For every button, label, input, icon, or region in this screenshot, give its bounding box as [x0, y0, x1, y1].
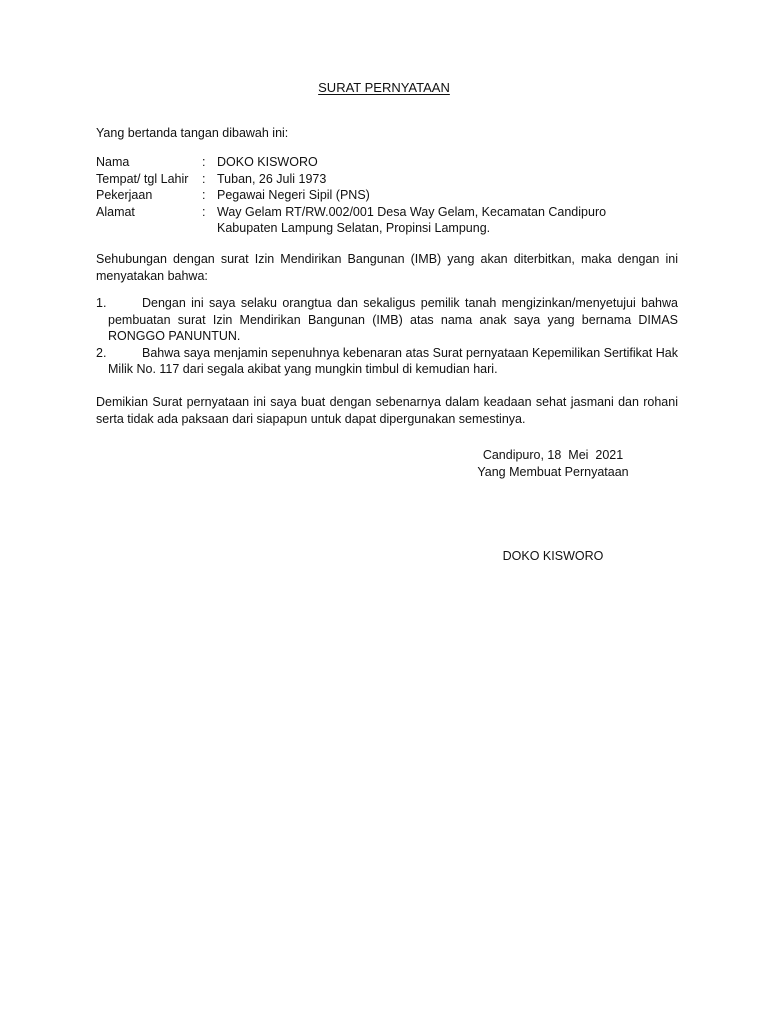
identity-colon: [202, 220, 217, 237]
signer-name: DOKO KISWORO: [502, 549, 604, 563]
identity-colon: :: [202, 171, 206, 186]
list-number: 1.: [96, 296, 107, 310]
identity-colon: :: [202, 188, 206, 202]
statement-list: [96, 295, 678, 378]
identity-colon: :: [202, 204, 206, 219]
identity-value: Kabupaten Lampung Selatan, Propinsi Lampung.: [217, 221, 491, 235]
identity-label: Nama: [96, 155, 130, 169]
identity-row-birth: [96, 171, 697, 188]
identity-value: DOKO KISWORO: [217, 155, 318, 169]
list-number: 2.: [96, 345, 107, 360]
identity-label: Pekerjaan: [96, 188, 153, 202]
identity-value: Way Gelam RT/RW.002/001 Desa Way Gelam, Kecamatan Candipuro: [217, 204, 607, 219]
list-item: [96, 345, 678, 378]
identity-row-name: [96, 154, 697, 171]
identity-value: Pegawai Negeri Sipil (PNS): [217, 188, 370, 202]
identity-label: Tempat/ tgl Lahir: [96, 171, 189, 186]
signer-role: Yang Membuat Pernyataan: [477, 464, 629, 479]
identity-label: Alamat: [96, 204, 135, 219]
identity-value: Tuban, 26 Juli 1973: [217, 171, 327, 186]
list-text: Bahwa saya menjamin sepenuhnya kebenaran atas Surat pernyataan Kepemilikan Sertifikat Hak Milik No. 117 dari segala akibat yang mungkin timbul di kemudian hari.: [108, 345, 678, 376]
identity-label: [96, 220, 202, 237]
closing-paragraph: Demikian Surat pernyataan ini saya buat dengan sebenarnya dalam keadaan sehat jasmani dan rohani serta tidak ada paksaan dari siapapun untuk dapat dipergunakan semestinya.: [96, 395, 678, 426]
identity-row-address-cont: [96, 220, 697, 237]
identity-colon: :: [202, 155, 206, 169]
identity-row-address: [96, 204, 697, 221]
intro-text: Yang bertanda tangan dibawah ini:: [96, 126, 289, 140]
document-title: SURAT PERNYATAAN: [318, 80, 450, 95]
identity-row-occupation: [96, 187, 697, 204]
closing-block: [476, 447, 630, 480]
list-item: [96, 295, 678, 345]
place-date: Candipuro, 18 Mei 2021: [482, 448, 624, 462]
list-text: Dengan ini saya selaku orangtua dan sekaligus pemilik tanah mengizinkan/menyetujui bahwa pembuatan surat Izin Mendirikan Bangunan (IMB) atas nama anak saya yang bernama DIMAS RONGGO PANUNTUN.: [108, 296, 678, 343]
statement-paragraph: Sehubungan dengan surat Izin Mendirikan Bangunan (IMB) yang akan diterbitkan, maka dengan ini menyatakan bahwa:: [96, 252, 678, 283]
identity-block: [96, 154, 697, 237]
